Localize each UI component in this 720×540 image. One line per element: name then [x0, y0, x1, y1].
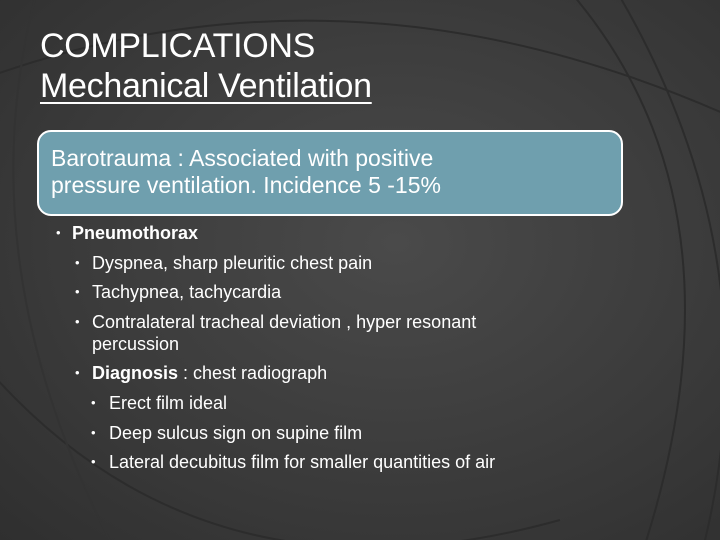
slide-title	[40, 26, 372, 106]
bullet-glyph: •	[75, 365, 80, 380]
bullet-text-line-1: Contralateral tracheal deviation , hyper resonant	[92, 312, 477, 332]
bullet-tachypnea	[75, 281, 282, 303]
bullet-text-line-2: percussion	[92, 334, 180, 354]
bullet-glyph: •	[75, 314, 80, 329]
decorative-arc-2	[560, 0, 685, 540]
barotrauma-callout-box	[37, 130, 623, 216]
bullet-erect-film	[91, 392, 228, 414]
bullet-glyph: •	[56, 225, 61, 240]
bullet-glyph: •	[75, 284, 80, 299]
bullet-glyph: •	[75, 255, 80, 270]
bullet-glyph: •	[91, 454, 96, 469]
bullet-dyspnea	[75, 252, 373, 274]
bullet-text: Tachypnea, tachycardia	[92, 282, 282, 302]
bullet-glyph: •	[91, 425, 96, 440]
bullet-lateral-decubitus	[91, 451, 496, 473]
bullet-diagnosis	[75, 362, 328, 384]
title-line-complications: COMPLICATIONS	[40, 27, 316, 65]
decorative-arc-4	[0, 360, 560, 540]
bullet-text: Lateral decubitus film for smaller quantities of air	[109, 452, 496, 472]
callout-line-2: pressure ventilation. Incidence 5 -15%	[51, 172, 441, 198]
diagnosis-label: Diagnosis	[92, 363, 179, 383]
decorative-arc-3	[610, 0, 720, 540]
diagnosis-text: : chest radiograph	[178, 363, 328, 383]
pneumothorax-heading: Pneumothorax	[72, 223, 199, 243]
bullet-text: Erect film ideal	[109, 393, 228, 413]
callout-line-1: Barotrauma : Associated with positive	[51, 145, 434, 171]
bullet-text: Dyspnea, sharp pleuritic chest pain	[92, 253, 373, 273]
bullet-contralateral	[75, 311, 477, 355]
bullet-glyph: •	[91, 395, 96, 410]
bullet-deep-sulcus	[91, 422, 363, 444]
bullet-text: Deep sulcus sign on supine film	[109, 423, 363, 443]
title-line-mechanical-ventilation: Mechanical Ventilation	[40, 67, 372, 105]
bullet-pneumothorax	[56, 222, 199, 244]
